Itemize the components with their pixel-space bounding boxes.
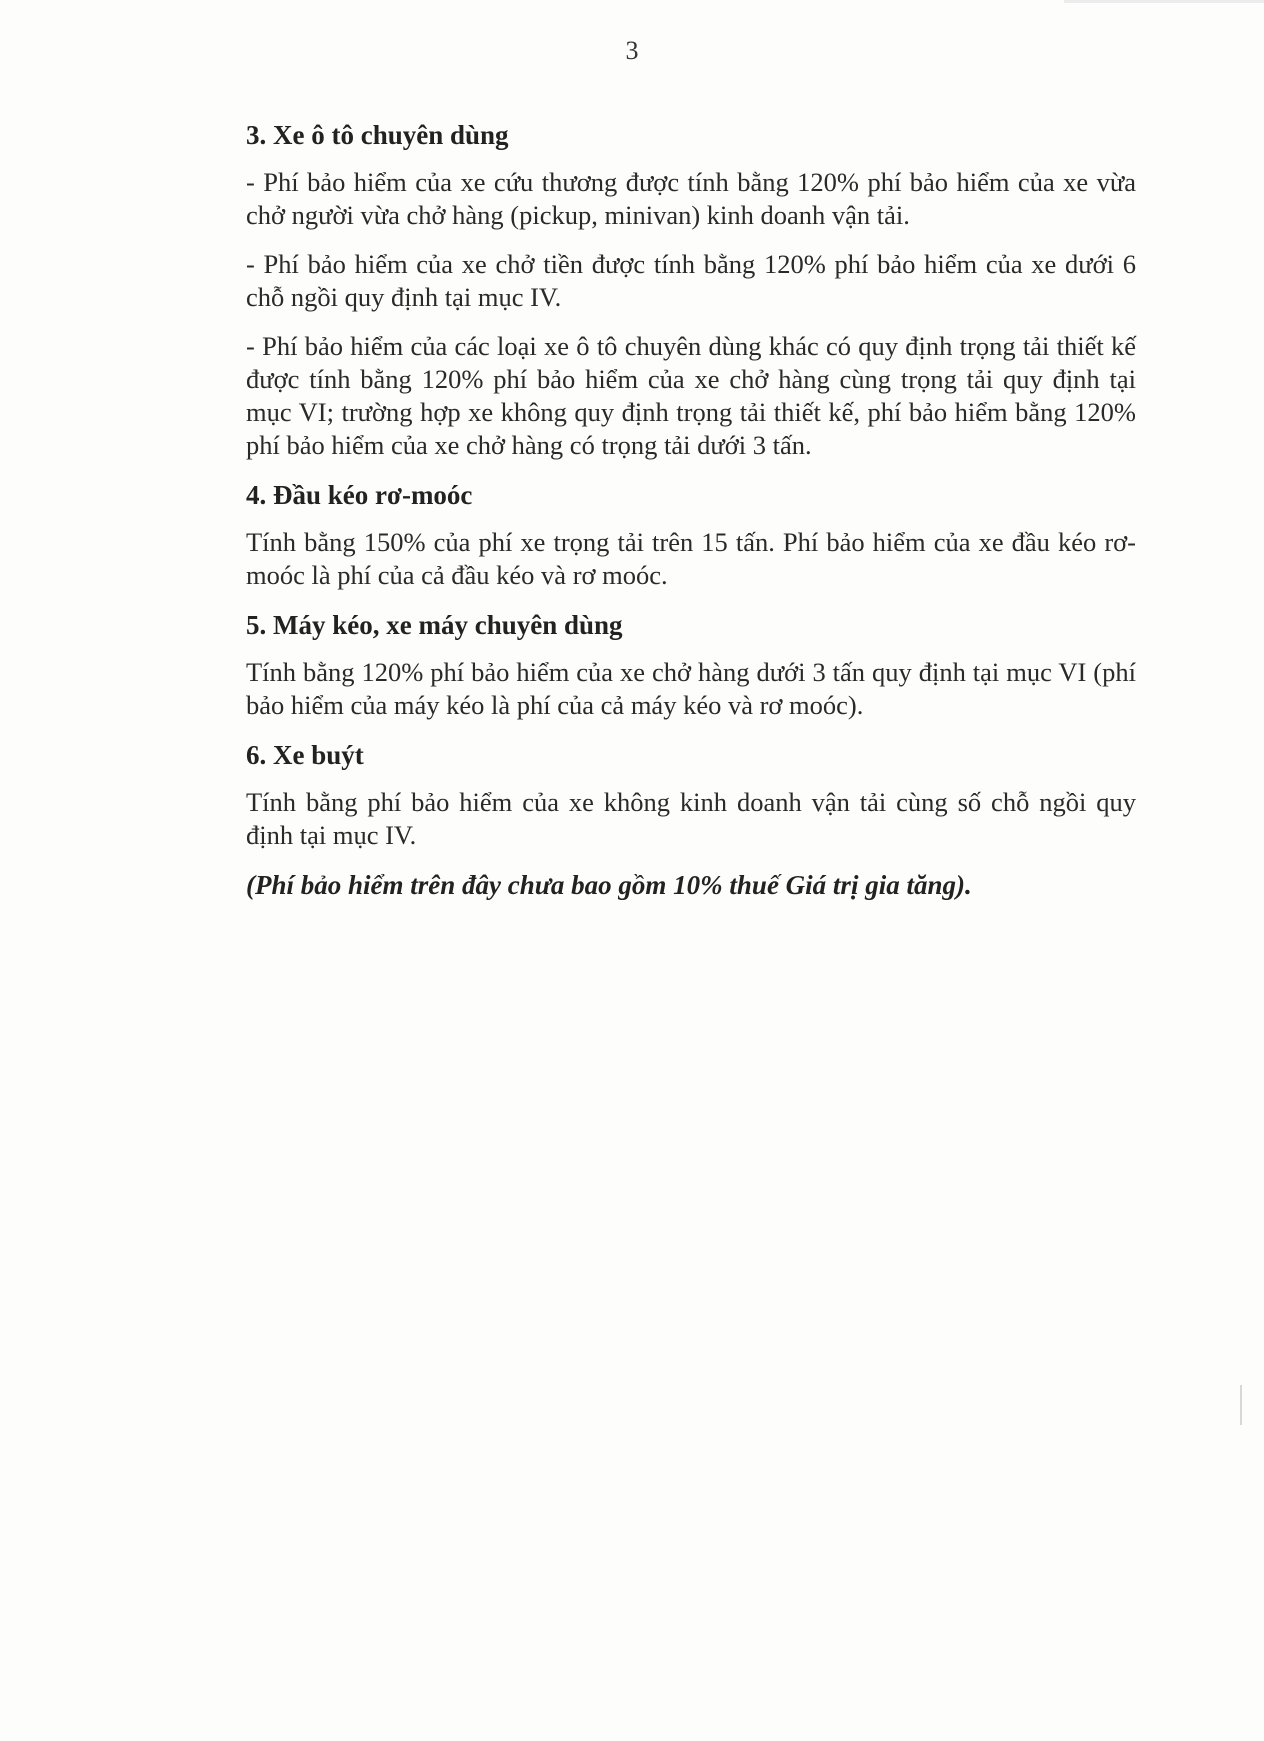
scan-edge-mark [1240, 1385, 1242, 1425]
paragraph: - Phí bảo hiểm của xe chở tiền được tính bằng 120% phí bảo hiểm của xe dưới 6 chỗ ngồi quy định tại mục IV. [246, 249, 1136, 312]
section-heading: 4. Đầu kéo rơ-moóc [246, 480, 473, 510]
paragraph: - Phí bảo hiểm của xe cứu thương được tính bằng 120% phí bảo hiểm của xe vừa chở người vừa chở hàng (pickup, minivan) kinh doanh vận tải. [246, 167, 1136, 230]
paragraph: Tính bằng 120% phí bảo hiểm của xe chở hàng dưới 3 tấn quy định tại mục VI (phí bảo hiểm của máy kéo là phí của cả máy kéo và rơ moóc). [246, 657, 1136, 720]
section-heading: 5. Máy kéo, xe máy chuyên dùng [246, 610, 623, 640]
document-body [246, 118, 1136, 902]
paragraph: - Phí bảo hiểm của các loại xe ô tô chuyên dùng khác có quy định trọng tải thiết kế được tính bằng 120% phí bảo hiểm của xe chở hàng cùng trọng tải quy định tại mục VI; trường hợp xe không quy định trọng tải thiết kế, phí bảo hiểm bằng 120% phí bảo hiểm của xe chở hàng có trọng tải dưới 3 tấn. [246, 331, 1136, 460]
section-heading: 3. Xe ô tô chuyên dùng [246, 120, 509, 150]
paragraph: Tính bằng 150% của phí xe trọng tải trên 15 tấn. Phí bảo hiểm của xe đầu kéo rơ-moóc là phí của cả đầu kéo và rơ moóc. [246, 527, 1136, 590]
section-heading: 6. Xe buýt [246, 740, 364, 770]
page-number: 3 [625, 36, 639, 65]
scan-edge-line [1064, 0, 1264, 3]
section-bus [246, 738, 1136, 852]
section-tractor-trailer [246, 478, 1136, 592]
section-special-vehicles [246, 118, 1136, 462]
paragraph: Tính bằng phí bảo hiểm của xe không kinh doanh vận tải cùng số chỗ ngồi quy định tại mục IV. [246, 787, 1136, 850]
section-tractors-machinery [246, 608, 1136, 722]
vat-note: (Phí bảo hiểm trên đây chưa bao gồm 10% thuế Giá trị gia tăng). [246, 870, 972, 900]
